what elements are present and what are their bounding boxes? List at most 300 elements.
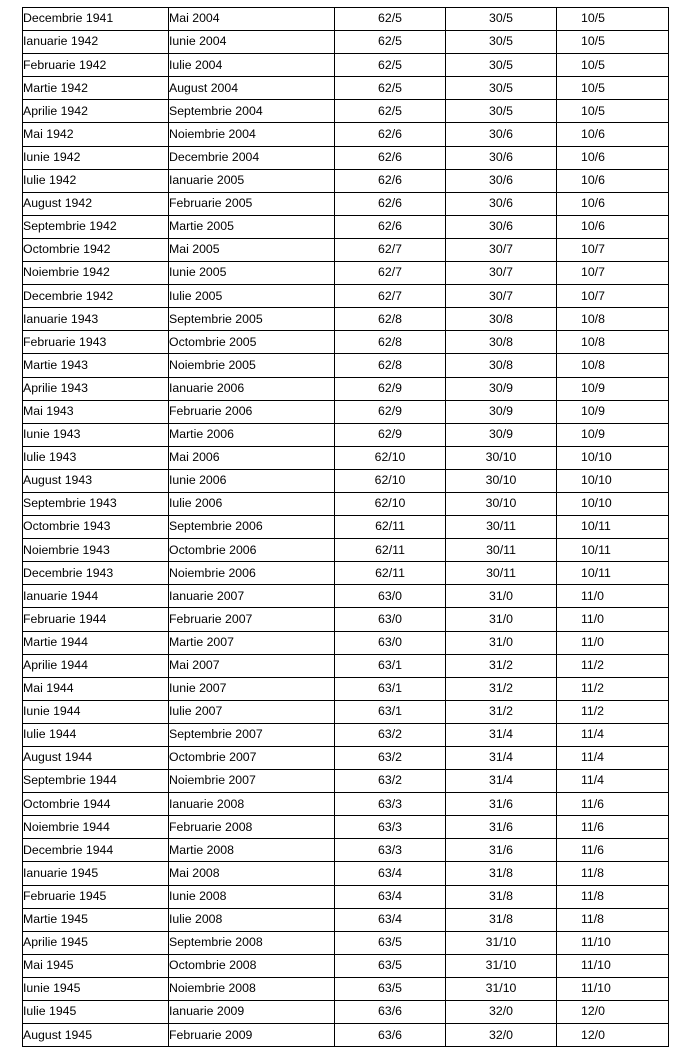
- table-row: [23, 331, 669, 354]
- table-cell: [557, 423, 669, 446]
- table-row: [23, 146, 669, 169]
- table-cell: Februarie 2009: [169, 1024, 335, 1047]
- table-cell: 30/5: [446, 8, 557, 31]
- table-cell: Iulie 1943: [23, 446, 169, 469]
- table-cell: Februarie 1945: [23, 885, 169, 908]
- table-cell: [557, 700, 669, 723]
- table-cell-value: 10/9: [581, 427, 605, 442]
- table-row: [23, 931, 669, 954]
- table-cell-value: 11/0: [581, 588, 605, 603]
- table-row: [23, 238, 669, 261]
- table-cell: Ianuarie 1942: [23, 31, 169, 54]
- table-cell-value: 11/6: [581, 819, 605, 834]
- table-cell: Februarie 2005: [169, 192, 335, 215]
- table-cell: 30/5: [446, 77, 557, 100]
- table-cell: [557, 654, 669, 677]
- table-cell: 63/2: [335, 723, 446, 746]
- table-cell: 63/4: [335, 908, 446, 931]
- table-cell: Februarie 2007: [169, 608, 335, 631]
- table-row: [23, 539, 669, 562]
- table-cell: [557, 446, 669, 469]
- table-cell: 31/0: [446, 608, 557, 631]
- table-cell: Noiembrie 2008: [169, 977, 335, 1000]
- table-row: [23, 654, 669, 677]
- table-cell: Ianuarie 2007: [169, 585, 335, 608]
- table-cell: 62/5: [335, 31, 446, 54]
- table-cell-value: 10/6: [581, 196, 605, 211]
- table-cell-value: 10/10: [581, 473, 612, 488]
- table-cell: 31/6: [446, 793, 557, 816]
- table-cell: [557, 977, 669, 1000]
- table-cell: Martie 2007: [169, 631, 335, 654]
- table-cell: 63/1: [335, 700, 446, 723]
- table-cell: Februarie 2008: [169, 816, 335, 839]
- table-row: [23, 723, 669, 746]
- table-cell: 31/10: [446, 954, 557, 977]
- table-cell: [557, 816, 669, 839]
- table-cell-value: 11/8: [581, 912, 605, 927]
- table-cell-value: 11/0: [581, 611, 605, 626]
- table-cell: Noiembrie 2007: [169, 770, 335, 793]
- table-cell: 30/6: [446, 215, 557, 238]
- table-cell: 31/6: [446, 839, 557, 862]
- table-cell: 30/6: [446, 146, 557, 169]
- table-cell: Ianuarie 1943: [23, 308, 169, 331]
- table-row: [23, 608, 669, 631]
- table-cell: 63/0: [335, 631, 446, 654]
- table-cell: 31/0: [446, 585, 557, 608]
- table-row: [23, 1001, 669, 1024]
- table-cell: 62/5: [335, 8, 446, 31]
- table-cell: [557, 354, 669, 377]
- table-cell: 63/6: [335, 1024, 446, 1047]
- pension-age-table: [22, 7, 669, 1047]
- table-cell: Aprilie 1945: [23, 931, 169, 954]
- table-row: [23, 816, 669, 839]
- table-cell-value: 12/0: [581, 1027, 605, 1042]
- table-cell: Noiembrie 2004: [169, 123, 335, 146]
- table-cell: [557, 839, 669, 862]
- table-cell: 30/7: [446, 285, 557, 308]
- table-cell: 31/0: [446, 631, 557, 654]
- table-cell: [557, 516, 669, 539]
- table-cell: Decembrie 1944: [23, 839, 169, 862]
- table-cell: 30/7: [446, 238, 557, 261]
- table-cell: Mai 1942: [23, 123, 169, 146]
- table-cell: 62/5: [335, 54, 446, 77]
- table-cell: 62/9: [335, 377, 446, 400]
- table-cell: Martie 1945: [23, 908, 169, 931]
- table-cell: Iunie 1945: [23, 977, 169, 1000]
- table-cell: 30/8: [446, 331, 557, 354]
- table-cell-value: 10/9: [581, 380, 605, 395]
- table-row: [23, 747, 669, 770]
- table-cell: 62/6: [335, 146, 446, 169]
- table-row: [23, 954, 669, 977]
- table-cell: Iulie 2007: [169, 700, 335, 723]
- table-cell-value: 10/11: [581, 542, 611, 557]
- table-cell-value: 10/7: [581, 288, 605, 303]
- table-cell: [557, 77, 669, 100]
- table-row: [23, 423, 669, 446]
- table-cell: Octombrie 1943: [23, 516, 169, 539]
- table-cell: August 2004: [169, 77, 335, 100]
- table-cell: [557, 723, 669, 746]
- table-cell: Mai 2006: [169, 446, 335, 469]
- table-cell: Ianuarie 2005: [169, 169, 335, 192]
- table-cell: Mai 2008: [169, 862, 335, 885]
- table-cell: Iulie 2008: [169, 908, 335, 931]
- table-cell: Iulie 2005: [169, 285, 335, 308]
- table-cell-value: 10/6: [581, 173, 605, 188]
- table-cell-value: 10/7: [581, 265, 605, 280]
- table-cell: Februarie 2006: [169, 400, 335, 423]
- table-cell: [557, 770, 669, 793]
- table-row: [23, 977, 669, 1000]
- table-cell: [557, 262, 669, 285]
- table-cell-value: 10/8: [581, 334, 605, 349]
- table-cell-value: 10/6: [581, 126, 605, 141]
- table-cell: [557, 331, 669, 354]
- table-cell: 62/6: [335, 192, 446, 215]
- table-cell: [557, 215, 669, 238]
- table-cell-value: 10/11: [581, 565, 611, 580]
- table-cell: 30/9: [446, 377, 557, 400]
- table-cell: Februarie 1944: [23, 608, 169, 631]
- table-cell: Noiembrie 2006: [169, 562, 335, 585]
- table-cell: Septembrie 2007: [169, 723, 335, 746]
- table-cell-value: 10/5: [581, 11, 605, 26]
- table-cell: 30/5: [446, 100, 557, 123]
- table-cell: 63/3: [335, 816, 446, 839]
- table-cell: Iulie 1944: [23, 723, 169, 746]
- table-row: [23, 169, 669, 192]
- table-cell: Iulie 2006: [169, 492, 335, 515]
- table-cell: Aprilie 1943: [23, 377, 169, 400]
- table-row: [23, 377, 669, 400]
- table-cell: [557, 1024, 669, 1047]
- table-cell: 30/10: [446, 469, 557, 492]
- table-cell: [557, 585, 669, 608]
- table-cell: 30/10: [446, 446, 557, 469]
- table-cell: Ianuarie 2006: [169, 377, 335, 400]
- table-cell: 63/2: [335, 770, 446, 793]
- table-cell-value: 11/2: [581, 658, 605, 673]
- table-cell: 63/3: [335, 839, 446, 862]
- table-cell: 31/8: [446, 885, 557, 908]
- table-cell: Februarie 1943: [23, 331, 169, 354]
- table-cell: Iunie 1944: [23, 700, 169, 723]
- table-cell: 62/10: [335, 446, 446, 469]
- table-row: [23, 31, 669, 54]
- table-row: [23, 8, 669, 31]
- table-cell: Septembrie 2004: [169, 100, 335, 123]
- table-cell-value: 11/10: [581, 935, 611, 950]
- table-cell: [557, 123, 669, 146]
- table-cell: [557, 931, 669, 954]
- table-cell-value: 11/4: [581, 773, 605, 788]
- table-cell-value: 10/11: [581, 519, 611, 534]
- table-cell: [557, 862, 669, 885]
- table-cell: [557, 285, 669, 308]
- table-row: [23, 54, 669, 77]
- table-cell: 31/10: [446, 931, 557, 954]
- table-cell: [557, 492, 669, 515]
- table-row: [23, 770, 669, 793]
- table-cell: Mai 1945: [23, 954, 169, 977]
- table-cell-value: 11/4: [581, 727, 605, 742]
- table-cell: 63/3: [335, 793, 446, 816]
- table-cell: 30/11: [446, 516, 557, 539]
- table-cell: Noiembrie 1942: [23, 262, 169, 285]
- table-cell: [557, 747, 669, 770]
- table-row: [23, 908, 669, 931]
- table-cell: [557, 631, 669, 654]
- table-row: [23, 123, 669, 146]
- table-row: [23, 516, 669, 539]
- table-cell: [557, 562, 669, 585]
- table-cell: [557, 608, 669, 631]
- table-row: [23, 446, 669, 469]
- table-cell: 63/0: [335, 608, 446, 631]
- table-cell: [557, 1001, 669, 1024]
- table-cell: 62/8: [335, 308, 446, 331]
- table-cell: [557, 169, 669, 192]
- table-row: [23, 700, 669, 723]
- table-cell: Ianuarie 2008: [169, 793, 335, 816]
- table-cell: [557, 954, 669, 977]
- table-row: [23, 585, 669, 608]
- table-cell: Octombrie 2005: [169, 331, 335, 354]
- table-cell: [557, 54, 669, 77]
- table-cell: 30/6: [446, 123, 557, 146]
- table-row: [23, 562, 669, 585]
- table-cell-value: 10/8: [581, 357, 605, 372]
- table-cell: [557, 908, 669, 931]
- table-cell: Septembrie 2005: [169, 308, 335, 331]
- table-cell: 31/10: [446, 977, 557, 1000]
- table-cell-value: 11/2: [581, 681, 605, 696]
- table-cell: 30/6: [446, 169, 557, 192]
- table-cell: Decembrie 2004: [169, 146, 335, 169]
- table-cell: 62/10: [335, 492, 446, 515]
- table-row: [23, 469, 669, 492]
- table-row: [23, 631, 669, 654]
- table-cell: 63/1: [335, 654, 446, 677]
- table-cell-value: 10/7: [581, 242, 605, 257]
- table-cell: Martie 1942: [23, 77, 169, 100]
- table-cell: Februarie 1942: [23, 54, 169, 77]
- table-cell: [557, 677, 669, 700]
- table-cell-value: 11/2: [581, 704, 605, 719]
- table-cell: Mai 1943: [23, 400, 169, 423]
- table-cell: Noiembrie 2005: [169, 354, 335, 377]
- table-cell: August 1944: [23, 747, 169, 770]
- table-cell: Martie 2005: [169, 215, 335, 238]
- table-cell: 63/4: [335, 885, 446, 908]
- table-cell: 62/6: [335, 169, 446, 192]
- table-cell: Octombrie 2006: [169, 539, 335, 562]
- table-row: [23, 400, 669, 423]
- table-cell: Noiembrie 1943: [23, 539, 169, 562]
- table-row: [23, 354, 669, 377]
- table-cell-value: 10/5: [581, 80, 605, 95]
- table-cell: [557, 400, 669, 423]
- table-cell: Martie 2008: [169, 839, 335, 862]
- table-cell-value: 11/0: [581, 634, 605, 649]
- table-cell-value: 12/0: [581, 1004, 605, 1019]
- table-cell-value: 10/5: [581, 34, 605, 49]
- table-cell: 30/5: [446, 31, 557, 54]
- table-cell: Septembrie 2008: [169, 931, 335, 954]
- table-cell: [557, 192, 669, 215]
- table-cell-value: 11/6: [581, 842, 605, 857]
- table-cell: Septembrie 1942: [23, 215, 169, 238]
- table-cell: Iunie 2008: [169, 885, 335, 908]
- table-cell: 31/4: [446, 770, 557, 793]
- table-row: [23, 308, 669, 331]
- table-cell: 62/7: [335, 238, 446, 261]
- table-cell: 62/5: [335, 100, 446, 123]
- table-cell: [557, 793, 669, 816]
- table-cell: [557, 8, 669, 31]
- table-cell: Ianuarie 1944: [23, 585, 169, 608]
- table-cell: Octombrie 2007: [169, 747, 335, 770]
- table-row: [23, 862, 669, 885]
- table-cell: Decembrie 1943: [23, 562, 169, 585]
- table-row: [23, 215, 669, 238]
- table-row: [23, 677, 669, 700]
- table-cell: Iunie 1942: [23, 146, 169, 169]
- table-cell: 63/6: [335, 1001, 446, 1024]
- table-cell: Decembrie 1941: [23, 8, 169, 31]
- table-cell: Mai 2007: [169, 654, 335, 677]
- table-cell: Mai 2004: [169, 8, 335, 31]
- table-cell: 31/4: [446, 747, 557, 770]
- table-cell: [557, 377, 669, 400]
- table-cell: 30/5: [446, 54, 557, 77]
- table-cell: 62/10: [335, 469, 446, 492]
- table-cell: 62/5: [335, 77, 446, 100]
- table-cell: 30/7: [446, 262, 557, 285]
- table-cell: 62/8: [335, 354, 446, 377]
- table-cell: 62/9: [335, 400, 446, 423]
- table-cell: Iunie 2006: [169, 469, 335, 492]
- table-row: [23, 285, 669, 308]
- table-cell-value: 10/8: [581, 311, 605, 326]
- table-cell: Iunie 2007: [169, 677, 335, 700]
- table-row: [23, 100, 669, 123]
- table-cell: Iulie 2004: [169, 54, 335, 77]
- table-cell: 30/11: [446, 562, 557, 585]
- table-cell: [557, 100, 669, 123]
- table-cell: Iunie 2004: [169, 31, 335, 54]
- table-row: [23, 793, 669, 816]
- table-row: [23, 839, 669, 862]
- table-cell: Octombrie 1944: [23, 793, 169, 816]
- table-cell: 31/2: [446, 700, 557, 723]
- table-cell: 62/7: [335, 285, 446, 308]
- table-cell-value: 11/10: [581, 981, 611, 996]
- table-cell-value: 10/10: [581, 450, 612, 465]
- table-cell: Septembrie 1943: [23, 492, 169, 515]
- table-cell: Ianuarie 2009: [169, 1001, 335, 1024]
- table-cell: 62/11: [335, 539, 446, 562]
- table-cell: August 1942: [23, 192, 169, 215]
- table-cell: 32/0: [446, 1001, 557, 1024]
- table-cell: 63/5: [335, 931, 446, 954]
- table-cell: Iunie 2005: [169, 262, 335, 285]
- table-cell-value: 10/6: [581, 149, 605, 164]
- table-cell: [557, 539, 669, 562]
- table-cell: Ianuarie 1945: [23, 862, 169, 885]
- table-cell: 30/9: [446, 400, 557, 423]
- table-cell: Mai 2005: [169, 238, 335, 261]
- table-row: [23, 192, 669, 215]
- table-cell: Septembrie 1944: [23, 770, 169, 793]
- table-cell-value: 10/5: [581, 57, 605, 72]
- table-cell-value: 10/6: [581, 219, 605, 234]
- table-cell: Martie 1943: [23, 354, 169, 377]
- table-cell: [557, 146, 669, 169]
- table-cell-value: 11/8: [581, 888, 605, 903]
- table-cell-value: 11/6: [581, 796, 605, 811]
- table-cell: 32/0: [446, 1024, 557, 1047]
- table-cell: 62/11: [335, 562, 446, 585]
- table-cell: Decembrie 1942: [23, 285, 169, 308]
- table-cell: 30/8: [446, 354, 557, 377]
- table-body: [23, 8, 669, 1047]
- table-cell: 30/10: [446, 492, 557, 515]
- table-row: [23, 262, 669, 285]
- table-cell: 62/6: [335, 215, 446, 238]
- table-cell: 31/8: [446, 908, 557, 931]
- table-row: [23, 1024, 669, 1047]
- table-cell: [557, 238, 669, 261]
- table-cell-value: 10/5: [581, 103, 605, 118]
- table-cell-value: 11/8: [581, 865, 605, 880]
- table-cell: Martie 2006: [169, 423, 335, 446]
- table-cell: [557, 308, 669, 331]
- table-cell: Octombrie 1942: [23, 238, 169, 261]
- table-cell: [557, 469, 669, 492]
- table-cell: Iulie 1945: [23, 1001, 169, 1024]
- table-cell: Aprilie 1942: [23, 100, 169, 123]
- table-cell: 63/5: [335, 954, 446, 977]
- table-cell: 63/2: [335, 747, 446, 770]
- table-cell: 63/5: [335, 977, 446, 1000]
- table-cell: 31/6: [446, 816, 557, 839]
- table-cell: Noiembrie 1944: [23, 816, 169, 839]
- table-cell: 31/2: [446, 677, 557, 700]
- table-cell: [557, 885, 669, 908]
- table-cell-value: 10/9: [581, 403, 605, 418]
- table-cell: [557, 31, 669, 54]
- table-row: [23, 885, 669, 908]
- table-cell: 63/0: [335, 585, 446, 608]
- table-cell: 30/11: [446, 539, 557, 562]
- table-cell: 31/2: [446, 654, 557, 677]
- table-cell: Aprilie 1944: [23, 654, 169, 677]
- table-cell: 31/4: [446, 723, 557, 746]
- table-cell: Mai 1944: [23, 677, 169, 700]
- table-cell: 30/8: [446, 308, 557, 331]
- table-cell: Iunie 1943: [23, 423, 169, 446]
- table-cell: Iulie 1942: [23, 169, 169, 192]
- table-cell: August 1945: [23, 1024, 169, 1047]
- table-cell-value: 10/10: [581, 496, 612, 511]
- table-cell: 63/1: [335, 677, 446, 700]
